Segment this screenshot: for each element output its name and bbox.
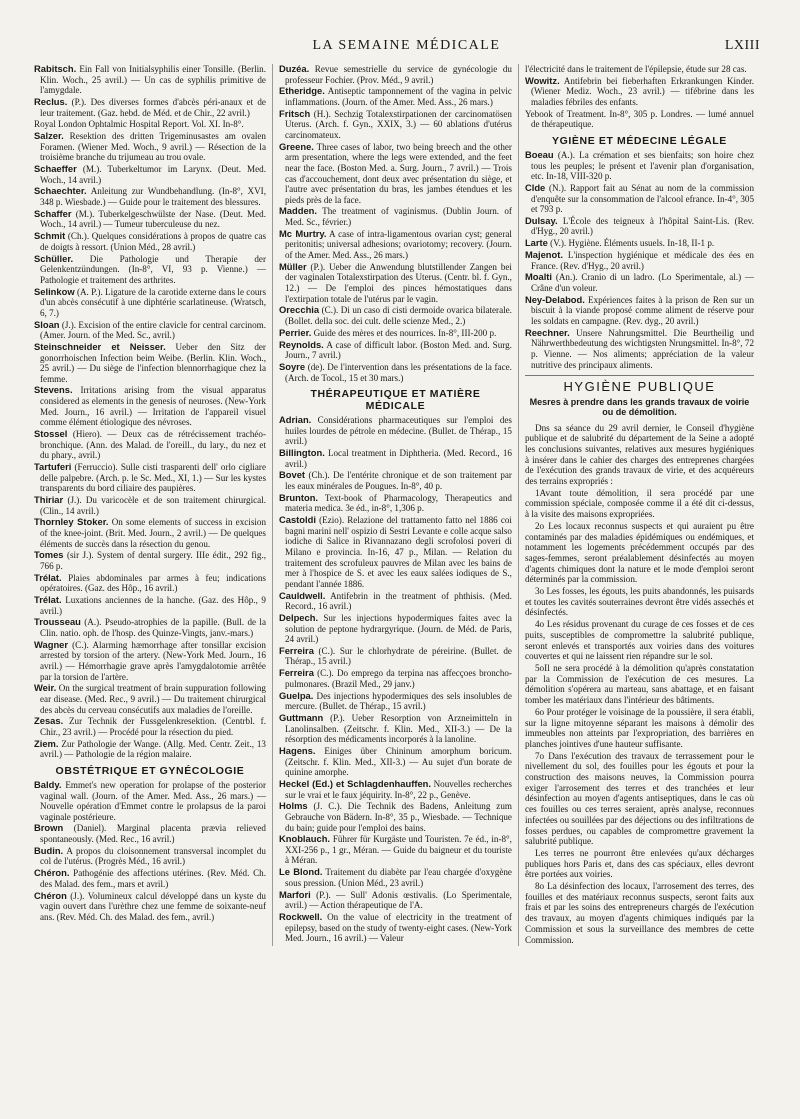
entry-author: Dulsay. bbox=[524, 214, 558, 226]
bibliography-entry bbox=[34, 64, 266, 96]
bibliography-entry bbox=[525, 64, 754, 75]
entry-author: Brown bbox=[34, 822, 64, 834]
entry-author: Guttmann bbox=[278, 712, 324, 723]
entry-text: Guide des mères et des nourrices. In-8°, III-200 p. bbox=[313, 327, 497, 338]
entry-text: (C.). Alarming hæmorrhage after tonsillar excision arrested by torsion of the artery. (New-York Med. Journ., 16 avril.) — Hémorrhagie grave après l'amygdalotomie arrêtée par la torsion de l'artère. bbox=[40, 639, 266, 682]
article-paragraph: 3o Les fosses, les égouts, les puits abandonnés, les puisards et toutes les cavités souterraines devront être vidés assechés et désinfectés. bbox=[524, 586, 754, 618]
bibliography-entry bbox=[279, 779, 512, 800]
bibliography-entry bbox=[34, 231, 266, 252]
bibliography-entry bbox=[279, 142, 512, 206]
entry-author: Schaechter. bbox=[34, 185, 87, 197]
article-paragraph: 6o Pour protéger le voisinage de la poussière, il sera établi, sur la ligne mitoyenne séparant les maisons à démolir des immeubles non atteints par l'expropriation, des barrières en planches jointives d'une hauteur suffisante. bbox=[524, 706, 754, 749]
entry-text: Expériences faites à la prison de Ren sur un biscuit à la viande proposé comme aliment de réserve pour les soldats en campagne. (Rev. dyg., 20 avril.) bbox=[530, 294, 754, 326]
entry-text: A propos du cloisonnement transversal incomplet du col de l'utérus. (Progrès Méd., 16 avril.) bbox=[40, 845, 266, 867]
entry-author: Rabitsch. bbox=[34, 64, 77, 74]
three-columns bbox=[28, 64, 760, 946]
entry-text: Einiges über Chininum amorphum boricum. (Zeitschr. f. Klin. Med., XII-3.) — Au sujet d'un borate de quinine amorphe. bbox=[284, 745, 512, 778]
column-2 bbox=[272, 64, 518, 946]
bibliography-entry bbox=[279, 613, 512, 645]
entry-text: (V.). Hygiène. Éléments usuels. In-18, II-1 p. bbox=[550, 238, 715, 249]
article-paragraph: Dns sa séance du 29 avril dernier, le Conseil d'hygiène publique et de salubrité du département de la Seine a adopté les conclusions suivantes, relatives aux mesures hygiéniques à insérer dans le cahier des charges des entreprenes chargées de l'exécution des grands travaux de virie, et des acquéreurs des terrains expropriés : bbox=[524, 422, 754, 487]
bibliography-entry bbox=[279, 362, 512, 383]
entry-author: Heckel (Ed.) et Schlagdenhauffen. bbox=[278, 777, 432, 789]
entry-author: Thornley Stoker. bbox=[34, 516, 109, 528]
entry-author: Soyre bbox=[278, 360, 306, 372]
section-heading-therapeutique: THÉRAPEUTIQUE ET MATIÈRE MÉDICALE bbox=[310, 388, 481, 413]
entry-text: (H.). Sechzig Totalexstirpationen der carcinomatösen Uterus. (Arch. f. Gyn., XXIX, 3.) — 60 ablations d'utérus carcinomateux. bbox=[284, 108, 512, 140]
entry-author: Trélat. bbox=[34, 594, 62, 606]
bibliography-entry bbox=[525, 238, 754, 249]
entry-author: Tomes bbox=[34, 549, 64, 561]
bibliography-entry bbox=[34, 595, 266, 616]
bibliography-entry bbox=[525, 76, 754, 108]
article-paragraph: 5oIl ne sera procédé à la démolition qu'après constatation par la Commission de l'exécution de ces mesures. La démolition s'opérera au marteau, sans abattage, et en faisant tomber les matériaux dans l'intérieur des bâtiments. bbox=[524, 663, 754, 706]
entry-author: Mc Murtry. bbox=[278, 227, 327, 239]
article-paragraph: 1Avant toute démolition, il sera procédé par une commission spéciale, composée comme il a été dit ci-dessus, à la visite des maisons expropriées. bbox=[524, 487, 754, 520]
bibliography-entry bbox=[279, 746, 512, 778]
entry-author: Delpech. bbox=[278, 611, 319, 623]
bibliography-entry bbox=[34, 640, 266, 682]
entry-author: Salzer. bbox=[34, 130, 64, 142]
bibliography-entry bbox=[34, 868, 266, 889]
entry-text: (C.). Di un caso di cisti dermoide ovarica bilaterale. (Bollet. della soc. dei cult. delle scienze Med., 2.) bbox=[284, 305, 512, 326]
bibliography-entry bbox=[279, 515, 512, 589]
entry-text: Antifebrin in the treatment of phthisis. (Med. Record., 16 avril.) bbox=[284, 590, 512, 612]
bibliography-entry bbox=[279, 86, 512, 107]
entry-author: Steinschneider et Neisser. bbox=[34, 340, 166, 352]
entry-text: Zur Technik der Fussgelenkresektion. (Centrbl. f. Chir., 23 avril.) — Procédé pour la résection du pied. bbox=[40, 716, 266, 737]
entry-text: Die Pathologie und Therapie der Gelenkentzündungen. (In-8°, VI, 93 p. Vienne.) — Pathologie et traitement des arthrites. bbox=[40, 253, 266, 285]
entry-text: Traitement du diabète par l'eau chargée d'oxygène sous pression. (Union Méd., 23 avril.) bbox=[284, 867, 512, 888]
entry-text: Three cases of labor, two being breech and the other arm presentation, where the legs were extended, and the feet near the face. (Boston Med. a. Surg. Journ., 7 avril.) — Trois cas d'accouchement, dont deux avec présentation du siège, et l'autre avec présentation du bras, les jambes étendues et les pieds près de la face. bbox=[284, 141, 512, 205]
entry-text: L'École des teigneux à l'hôpital Saint-Lis. (Rev. d'Hyg., 20 avril.) bbox=[530, 215, 754, 237]
bibliography-entry bbox=[525, 250, 754, 271]
bibliography-entry bbox=[279, 470, 512, 491]
bibliography-entry bbox=[34, 209, 266, 230]
entry-author: Orecchia bbox=[278, 304, 320, 316]
entry-text: (Hiero). — Deux cas de rétrécissement trachéo-bronchique. (Ann. des Malad. de l'oreill., du lary., du nez et du phary., avril.) bbox=[40, 429, 266, 461]
entry-author: Müller bbox=[278, 260, 307, 272]
column-1 bbox=[28, 64, 272, 946]
entry-text: (Ferruccio). Sulle cisti trasparenti dell' orlo cigliare delle palpebre. (Arch. p. le Sc. Med., XI, 1.) — Sur les kystes transparents du bord ciliaire des paupières. bbox=[40, 462, 266, 494]
entry-text: Yebook of Treatment. In-8°, 305 p. Londres. — lumé annuel de thérapeutique. bbox=[524, 108, 754, 130]
bibliography-entry bbox=[34, 780, 266, 822]
bibliography-entry bbox=[279, 340, 512, 361]
entry-author: Ferreira bbox=[278, 644, 314, 656]
bibliography-entry bbox=[34, 97, 266, 118]
entry-author: Stevens. bbox=[34, 384, 73, 396]
entry-author: Ney-Delabod. bbox=[524, 293, 585, 305]
bibliography-entry bbox=[34, 683, 266, 715]
entry-author: Reechner. bbox=[524, 326, 570, 338]
entry-author: Zesas. bbox=[34, 715, 64, 727]
entry-text: Plaies abdominales par armes à feu; indications opératoires. (Gaz. des Hôp., 16 avril.) bbox=[40, 572, 266, 594]
entry-author: Reclus. bbox=[34, 95, 68, 107]
bibliography-entry bbox=[34, 119, 266, 130]
entry-author: Adrian. bbox=[278, 414, 312, 426]
entry-text: (J. C.). Die Technik des Badens, Anleitung zum Gebrauche von Bädern. In-8°, 35 p., Wiesbade. — Technique du bain; guide pour l'emploi des bains. bbox=[284, 801, 512, 833]
entry-text: (sir J.). System of dental surgery. IIIe édit., 292 fig., 766 p. bbox=[40, 550, 266, 571]
entry-text: l'électricité dans le traitement de l'épilepsie, étude sur 28 cas. bbox=[524, 64, 747, 74]
entry-text: (An.). Cranio di un ladro. (Lo Sperimentale, al.) — Crâne d'un voleur. bbox=[530, 272, 754, 293]
bibliography-entry bbox=[525, 183, 754, 215]
entry-text: Luxations anciennes de la hanche. (Gaz. des Hôp., 9 avril.) bbox=[40, 595, 266, 616]
entry-author: Bovet bbox=[278, 469, 306, 481]
entry-author: Moalti bbox=[524, 271, 553, 283]
entry-text: On the surgical treatment of brain suppuration following ear disease. (Med. Rec., 9 avril.) — Du traitement chirurgical des abcès du cerveau consécutifs aux maladies de l'oreille. bbox=[40, 683, 266, 715]
entry-text: (C.). Do emprego da terpina nas affecçoes broncho-pulmonares. (Brazil Med., 29 janv.) bbox=[284, 668, 512, 689]
entry-text: (A.). Pseudo-atrophies de la papille. (Bull. de la Clin. natio. oph. de l'hosp. des Quinze-Vingts, janv.-mars.) bbox=[40, 617, 266, 639]
entry-author: Chéron bbox=[34, 889, 67, 901]
bibliography-entry bbox=[279, 493, 512, 514]
entry-author: Thiriar bbox=[34, 493, 64, 505]
entry-author: Ziem. bbox=[34, 737, 59, 749]
entry-author: Madden. bbox=[278, 205, 318, 217]
entry-author: Billington. bbox=[278, 447, 325, 459]
entry-text: (P.). — Sull' Adonis œstivalis. (Lo Sperimentale, avril.) — Action thérapeutique de l'A. bbox=[284, 889, 512, 911]
entry-author: Castoldi bbox=[278, 514, 316, 526]
bibliography-entry bbox=[34, 891, 266, 923]
bibliography-entry bbox=[34, 385, 266, 427]
bibliography-entry bbox=[525, 295, 754, 327]
bibliography-entry bbox=[279, 646, 512, 667]
page-number: LXIII bbox=[724, 38, 760, 53]
entry-text: A case of difficult labor. (Boston Med. and. Surg. Journ., 7 avril.) bbox=[284, 339, 512, 361]
section-rule bbox=[525, 375, 754, 376]
entry-author: Marfori bbox=[278, 888, 311, 900]
entry-text: Revue semestrielle du service de gynécologie du professeur Fochier. (Prov. Méd., 9 avril.) bbox=[284, 64, 512, 85]
bibliography-entry bbox=[279, 890, 512, 911]
entry-author: Stossel bbox=[34, 428, 68, 440]
entry-text: Unsere Nahrungsmittel. Die Beurtheilig und Nährwerthbedeutung des wichtigsten Nrungsmittel. In-8°, 72 p. Vienne. — Nos aliments; appréciation de la valeur nutritive des principaux aliments. bbox=[530, 327, 754, 370]
entry-author: Brunton. bbox=[278, 491, 319, 503]
entry-author: Ferreira bbox=[278, 667, 314, 679]
entry-text: Resektion des dritten Trigeminusastes am ovalen Foramen. (Wiener Med. Woch., 9 avril.) — Résection de la troisième branche du trijumeau au trou ovale. bbox=[40, 131, 266, 163]
section-heading-hygiene-legale: YGIÈNE ET MÉDECINE LÉGALE bbox=[552, 134, 727, 147]
entry-text: Sur les injections hypodermiques faites avec la solution de peptone hydrargyrique. (Journ. de Méd. de Paris, 24 avril.) bbox=[284, 612, 512, 645]
running-header bbox=[28, 38, 760, 60]
bibliography-entry bbox=[279, 867, 512, 888]
bibliography-entry bbox=[34, 517, 266, 549]
entry-author: Selinkow bbox=[34, 285, 75, 297]
entry-text: (de). De l'intervention dans les présentations de la face. (Arch. de Tocol., 15 et 30 mars.) bbox=[284, 361, 512, 383]
bibliography-entry bbox=[34, 739, 266, 760]
entry-author: Knoblauch. bbox=[278, 833, 331, 845]
entry-text: L'inspection hygiénique et médicale des ées en France. (Rev. d'Hyg., 20 avril.) bbox=[530, 250, 754, 271]
entry-text: Zur Pathologie der Wange. (Allg. Med. Centr. Zeit., 13 avril.) — Pathologie de la région malaire. bbox=[40, 738, 266, 760]
entry-author: Wagner bbox=[34, 638, 69, 650]
entry-author: Schüller. bbox=[34, 252, 74, 264]
entry-author: Tartuferi bbox=[34, 461, 72, 472]
bibliography-entry bbox=[34, 462, 266, 494]
column-3 bbox=[518, 64, 760, 946]
article-paragraph: 4o Les résidus provenant du curage de ces fosses et de ces puits, susceptibles de compromettre la salubrité publique, seront enlevés et transportés aux voiries dans des voitures couvertes et qui ne laissent rien répandre sur le sol. bbox=[524, 619, 754, 662]
article-subtitle: Mesres à prendre dans les grands travaux de voirie ou de démolition. bbox=[529, 396, 750, 418]
entry-text: Emmet's new operation for prolapse of the posterior vaginal wall. (Journ. of the Amer. Med. Ass., 26 mars.) — Nouvelle opération d'Emmet contre le prolapsus de la paroi vaginale postérieure. bbox=[40, 779, 266, 822]
entry-author: Sloan bbox=[34, 318, 60, 330]
entry-text: Considérations pharmaceutiques sur l'emploi des huiles lourdes de pétrole en médecine. (Bullet. de Thérap., 15 avril.) bbox=[284, 415, 512, 447]
article-paragraph: 2o Les locaux reconnus suspects et qui auraient pu être contaminés par des maladies épidémiques ou endémiques, et notamment les logements précédemment occupés par des sages-femmes, seront préalablement désinfectés au moyen d'agents chimiques dont la nature et le mode d'emploi seront déterminés par la commission. bbox=[524, 520, 754, 585]
bibliography-entry bbox=[279, 206, 512, 227]
bibliography-entry bbox=[525, 150, 754, 182]
bibliography-entry bbox=[525, 216, 754, 237]
bibliography-entry bbox=[525, 328, 754, 370]
bibliography-entry bbox=[34, 254, 266, 286]
entry-text: (J.). Excision of the entire clavicle for central carcinom. (Amer. Journ. of the Med. Sc., avril.) bbox=[40, 319, 266, 341]
bibliography-entry bbox=[279, 328, 512, 339]
bibliography-entry bbox=[34, 716, 266, 737]
entry-text: Anleitung zur Wundbehandlung. (In-8°, XVI, 348 p. Wiesbade.) — Guide pour le traitement des blessures. bbox=[40, 186, 266, 208]
bibliography-entry bbox=[279, 591, 512, 612]
entry-author: Guelpa. bbox=[278, 689, 314, 701]
entry-author: Greene. bbox=[278, 140, 314, 152]
bibliography-entry bbox=[34, 131, 266, 163]
entry-author: Clde bbox=[524, 181, 546, 193]
entry-author: Budin. bbox=[34, 844, 64, 856]
entry-text: Royal London Ophtalmic Hospital Report. Vol. XI. In-8°. bbox=[34, 119, 244, 130]
entry-author: Fritsch bbox=[278, 107, 311, 119]
entry-author: Schmit bbox=[34, 230, 66, 242]
bibliography-entry bbox=[279, 713, 512, 745]
section-heading-hygiene-publique: HYGIÈNE PUBLIQUE bbox=[563, 379, 716, 395]
entry-text: (A.). La crémation et ses bienfaits; son hoire chez tous les peuples; le présent et l'avenir plan d'organisation, etc. In-18, VIII-320 p. bbox=[530, 149, 754, 182]
entry-text: Antiseptic tamponnement of the vagina in pelvic inflammations. (Journ. of the Amer. Med. Ass., 26 mars.) bbox=[284, 86, 512, 107]
entry-text: (P.). Ueber Resorption von Arzneimitteln in Lanolinsalben. (Zeitschr. f. Klin. Med., XII-3.) — De la résorption des médicaments incorporés à la lanoline. bbox=[284, 713, 512, 745]
entry-text: The treatment of vaginismus. (Dublin Journ. of Med. Sc., février.) bbox=[284, 206, 512, 228]
entry-text: (M.). Tuberkeltumor im Larynx. (Deut. Med. Woch., 14 avril.) bbox=[40, 164, 266, 185]
entry-author: Holms bbox=[278, 800, 308, 812]
entry-author: Schaffer bbox=[34, 207, 72, 219]
entry-author: Reynolds. bbox=[278, 338, 324, 350]
entry-text: On some elements of success in excision of the knee-joint. (Brit. Med. Journ., 2 avril.) — De quelques éléments de succès dans la résection du genou. bbox=[40, 517, 266, 549]
entry-text: (Daniel). Marginal placenta prævia relieved spontaneously. (Med. Rec., 16 avril.) bbox=[40, 823, 266, 845]
bibliography-entry bbox=[34, 823, 266, 844]
entry-author: Boeau bbox=[524, 148, 554, 160]
bibliography-entry bbox=[34, 617, 266, 638]
bibliography-entry bbox=[34, 186, 266, 207]
bibliography-entry bbox=[279, 691, 512, 712]
entry-text: (P.). Ueber die Anwendung blutstillender Zangen bei der vaginalen Totalexstirpation des Uterus. (Centr. bl. f. Gyn., 12.) — De l'emploi des pinces hémostatiques dans l'extirpation totale de l'utérus par le vagin. bbox=[284, 261, 512, 304]
bibliography-entry bbox=[34, 320, 266, 341]
entry-text: Nouvelles recherches sur le vrai et le faux jéquirity. In-8°, 22 p., Genève. bbox=[284, 778, 512, 800]
entry-text: (Ezio). Relazione del trattamento fatto nel 1886 coi bagni marini nell' ospizio di Sestri Levante e colle acque salso iodiche di Salice in Rivannazano degli scrofolosi poveri di Milano e provincia. In-16, 47 p., Milan. — Relation du traitement des scrofuleux pauvres de Milan avec les bains de mer à l'hospice de S. et avec les eaux salées iodiques de S., pendant l'année 1886. bbox=[284, 515, 512, 589]
bibliography-entry bbox=[525, 109, 754, 130]
bibliography-entry bbox=[279, 262, 512, 304]
journal-title: LA SEMAINE MÉDICALE bbox=[312, 38, 501, 53]
entry-author: Trousseau bbox=[34, 616, 81, 628]
entry-text: Des injections hypodermiques des sels insolubles de mercure. (Bullet. de Thérap., 15 avril.) bbox=[284, 690, 512, 712]
entry-text: (C.). Sur le chlorhydrate de péreirine. (Bullet. de Thérap., 15 avril.) bbox=[284, 645, 512, 667]
entry-author: Perrier. bbox=[278, 326, 312, 338]
entry-author: Rockwell. bbox=[278, 911, 323, 922]
bibliography-entry bbox=[34, 573, 266, 594]
bibliography-entry bbox=[279, 912, 512, 944]
entry-text: A case of intra-ligamentous ovarian cyst; general peritonitis; universal adhesions; ovariotomy; recovery. (Journ. of the Amer. Med. Ass., 26 mars.) bbox=[284, 228, 512, 261]
entry-text: Pathogénie des affections utérines. (Rev. Méd. Ch. des Malad. des fem., mars et avril.) bbox=[40, 868, 266, 889]
entry-author: Wowitz. bbox=[524, 74, 560, 86]
entry-text: Ein Fall von Initialsyphilis einer Tonsille. (Berlin. Klin. Woch., 25 avril.) — Un cas de syphilis primitive de l'amygdale. bbox=[40, 64, 266, 96]
bibliography-entry bbox=[279, 801, 512, 833]
bibliography-entry bbox=[279, 305, 512, 326]
bibliography-entry bbox=[34, 429, 266, 461]
bibliography-entry bbox=[279, 448, 512, 469]
entry-text: On the value of electricity in the treatment of epilepsy, based on the study of twenty-eight cases. (New-York Med. Journ., 16 avril.) — Valeur bbox=[284, 912, 512, 944]
entry-text: (J.). Du varicocèle et de son traitement chirurgical. (Clin., 14 avril.) bbox=[40, 494, 266, 516]
entry-author: Le Blond. bbox=[278, 866, 323, 878]
entry-text: (N.). Rapport fait au Sénat au nom de la commission d'enquête sur la consommation de l'alcool efrance. In-4°, 305 et 793 p. bbox=[530, 182, 754, 215]
bibliography-entry bbox=[34, 342, 266, 384]
entry-author: Majenot. bbox=[524, 249, 563, 261]
entry-text: (A. P.). Ligature de la carotide externe dans le cours d'un abcès consécutif à une diphtérie scarlatineuse. (Wratsch, 6, 7.) bbox=[40, 286, 266, 318]
entry-author: Etheridge. bbox=[278, 85, 325, 97]
entry-text: (P.). Des diverses formes d'abcès péri-anaux et de leur traitement. (Gaz. hebd. de Méd. et de Chir., 22 avril.) bbox=[40, 96, 266, 118]
bibliography-entry bbox=[525, 272, 754, 293]
entry-author: Schaeffer bbox=[34, 163, 77, 175]
article-paragraph: 8o La désinfection des locaux, l'arrosement des terres, des fouilles et des matériaux reconnus suspects, seront faits aux frais et par les soins des entrepreneurs chargés de l'exécution des travaux, au moyen d'agents chimiques indiqués par la Commission et sous la surveillance des membres de cette Commission. bbox=[524, 881, 754, 945]
section-heading-obstetrique: OBSTÉTRIQUE ET GYNÉCOLOGIE bbox=[55, 764, 245, 777]
entry-text: Ueber den Sitz der gonorrhoischen Infection beim Weibe. (Berlin. Klin. Woch., 25 avril.) — Du siège de l'infection blennorrhagique chez la femme. bbox=[40, 341, 266, 384]
entry-author: Chéron. bbox=[34, 867, 70, 879]
bibliography-entry bbox=[279, 64, 512, 85]
bibliography-entry bbox=[279, 229, 512, 261]
entry-text: (J.). Volumineux calcul développé dans un kyste du vagin ouvert dans l'urèthre chez une femme de soixante-neuf ans. (Rev. Méd. Ch. des Malad. des fem., avril.) bbox=[40, 890, 266, 922]
entry-text: Führer für Kurgäste und Touristen. 7e éd., in-8°, XXI-256 p., 1 gr., Méran. — Guide du baigneur et du touriste à Méran. bbox=[284, 834, 512, 866]
bibliography-entry bbox=[34, 287, 266, 319]
entry-author: Duzéa. bbox=[278, 64, 310, 74]
entry-text: Irritations arising from the visual apparatus considered as elements in the genesis of neuroses. (New-York Med. Journ., 16 avril.) — Irritation de l'appareil visuel comme élément étiologique des névroses. bbox=[40, 385, 266, 428]
entry-author: Baldy. bbox=[34, 778, 62, 790]
entry-author: Larte bbox=[524, 237, 548, 249]
bibliography-entry bbox=[279, 415, 512, 447]
entry-author: Weir. bbox=[34, 682, 57, 694]
entry-text: Antifebrin bei fieberhaften Erkrankungen Kinder. (Wiener Mediz. Woch., 23 avril.) — tifébrine dans les maladies fébriles des enfants. bbox=[530, 75, 754, 107]
entry-text: (Ch.). Quelques considérations à propos de quatre cas de doigts à ressort. (Union Méd., 28 avril.) bbox=[40, 231, 266, 252]
bibliography-entry bbox=[34, 846, 266, 867]
bibliography-entry bbox=[34, 495, 266, 516]
entry-text: (M.). Tuberkelgeschwülste der Nase. (Deut. Med. Woch., 14 avril.) — Tumeur tuberculeuse du nez. bbox=[40, 208, 266, 230]
article-paragraph: Les terres ne pourront être enlevées qu'aux décharges publiques hors Paris et, dans des cas spéciaux, elles devront être portées aux voiries. bbox=[524, 847, 754, 880]
entry-text: Local treatment in Diphtheria. (Med. Record., 16 avril.) bbox=[284, 448, 512, 469]
bibliography-entry bbox=[34, 550, 266, 571]
bibliography-entry bbox=[34, 164, 266, 185]
entry-author: Trélat. bbox=[34, 571, 62, 583]
entry-text: (Ch.). De l'entérite chronique et de son traitement par les eaux minérales de Pougues. In-8°, 40 p. bbox=[284, 470, 512, 492]
article-paragraph: 7o Dans l'exécution des travaux de terrassement pour le nivellement du sol, des fouilles pour les égouts et pour la construction des maisons neuves, la Commission pourra exiger l'arrosement des terres et des tranchées et leur désinfection au moyen d'agents antiseptiques, dans le cas où ces fouilles ou ces terres seraient, après analyse, reconnues infectées ou souillées par des déjections ou des infiltrations de fosses perdues, ou capables de compromettre gravement la salubrité publique. bbox=[524, 750, 754, 847]
bibliography-entry bbox=[279, 834, 512, 866]
entry-author: Hagens. bbox=[278, 744, 316, 756]
bibliography-entry bbox=[279, 668, 512, 689]
entry-text: Text-book of Pharmacology, Therapeutics and materia medica. 3e éd., in-8°, 1,306 p. bbox=[284, 492, 512, 514]
bibliography-entry bbox=[279, 109, 512, 141]
entry-author: Cauldwell. bbox=[278, 589, 326, 601]
